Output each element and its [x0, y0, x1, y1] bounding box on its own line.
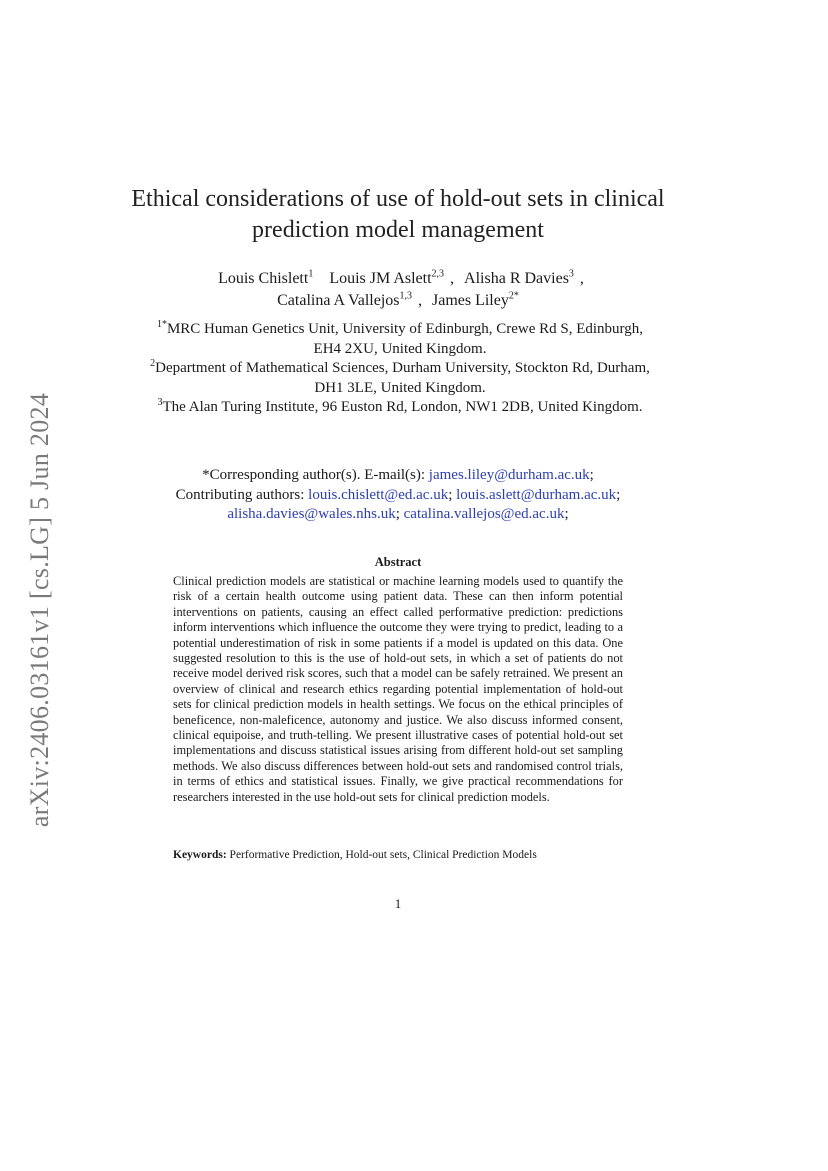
- author-2: Louis JM Aslett$^{2,3}$: [329, 268, 445, 287]
- paper-title: Ethical considerations of use of hold-out sets in clinical prediction model management: [131, 186, 665, 243]
- keywords-label: Keywords:: [173, 849, 227, 861]
- affiliation-1: $^{1*}$MRC Human Genetics Unit, University of Edinburgh, Crewe Rd S, Edinburgh, EH4 2XU, United Kingdom.: [156, 319, 644, 357]
- author-1: Louis Chislett$^1$: [218, 268, 314, 287]
- author-4: Catalina A Vallejos$^{1,3}$: [277, 290, 412, 309]
- affiliation-list: [150, 320, 650, 418]
- author-line-1: Louis Chislett$^1$ Louis JM Aslett$^{2,3}$ , Alisha R Davies$^3$ ,: [218, 268, 584, 287]
- abstract-text: Clinical prediction models are statistical or machine learning models used to quantify the risk of a certain health outcome using patient data. These can then inform potential interventions on patients, causing an effect called performative prediction: predictions inform interventions which influence the outcome they were trying to predict, leading to a potential underestimation of risk in some patients if a model is updated on this data. One suggested resolution to this is the use of hold-out sets, in which a set of patients do not receive model derived risk scores, such that a model can be safely retrained. We present an overview of clinical and research ethics regarding potential implementation of hold-out sets for clinical prediction models in health settings. We focus on the ethical principles of beneficence, non-maleficence, autonomy and justice. We also discuss informed consent, clinical equipoise, and truth-telling. We present illustrative cases of potential hold-out set implementations and discuss statistical issues arising from different hold-out set sampling methods. We also discuss differences between hold-out sets and randomised control trials, in terms of ethics and statistical issues. Finally, we give practical recommendations for researchers interested in the use hold-out sets for clinical prediction models.: [173, 574, 623, 804]
- keywords-line: [173, 848, 623, 863]
- arxiv-identifier-text: arXiv:2406.03161v1 [cs.LG] 5 Jun 2024: [25, 392, 54, 828]
- arxiv-identifier-stamp: [18, 370, 62, 850]
- author-5: James Liley$^{2*}$: [431, 290, 519, 309]
- contributing-email-link-1[interactable]: louis.chislett@ed.ac.uk: [308, 486, 449, 503]
- corresponding-author-line: *Corresponding author(s). E-mail(s): james.liley@durham.ac.uk;: [202, 467, 594, 483]
- author-list: [130, 268, 666, 312]
- contributing-email-link-3[interactable]: alisha.davies@wales.nhs.uk: [227, 506, 396, 522]
- contributing-email-link-4[interactable]: catalina.vallejos@ed.ac.uk: [403, 506, 565, 522]
- contributing-email-link-2[interactable]: louis.aslett@durham.ac.uk: [456, 486, 617, 503]
- affiliation-3: $^3$The Alan Turing Institute, 96 Euston Rd, London, NW1 2DB, United Kingdom.: [157, 397, 643, 415]
- correspondence-block: [140, 466, 656, 525]
- page-number: 1: [394, 896, 402, 911]
- contributing-authors-line: Contributing authors: louis.chislett@ed.ac.uk; louis.aslett@durham.ac.uk;: [175, 486, 621, 503]
- abstract-heading: Abstract: [374, 555, 422, 569]
- author-3: Alisha R Davies$^3$: [464, 268, 574, 287]
- contributing-authors-line-2: alisha.davies@wales.nhs.uk; catalina.vallejos@ed.ac.uk;: [227, 506, 569, 522]
- corresponding-email-link[interactable]: james.liley@durham.ac.uk: [428, 467, 590, 483]
- keywords-text: Performative Prediction, Hold-out sets, Clinical Prediction Models: [229, 849, 537, 861]
- affiliation-2: $^2$Department of Mathematical Sciences, Durham University, Stockton Rd, Durham, DH1 3LE, United Kingdom.: [150, 358, 650, 396]
- author-line-2: Catalina A Vallejos$^{1,3}$ , James Liley$^{2*}$: [277, 290, 519, 309]
